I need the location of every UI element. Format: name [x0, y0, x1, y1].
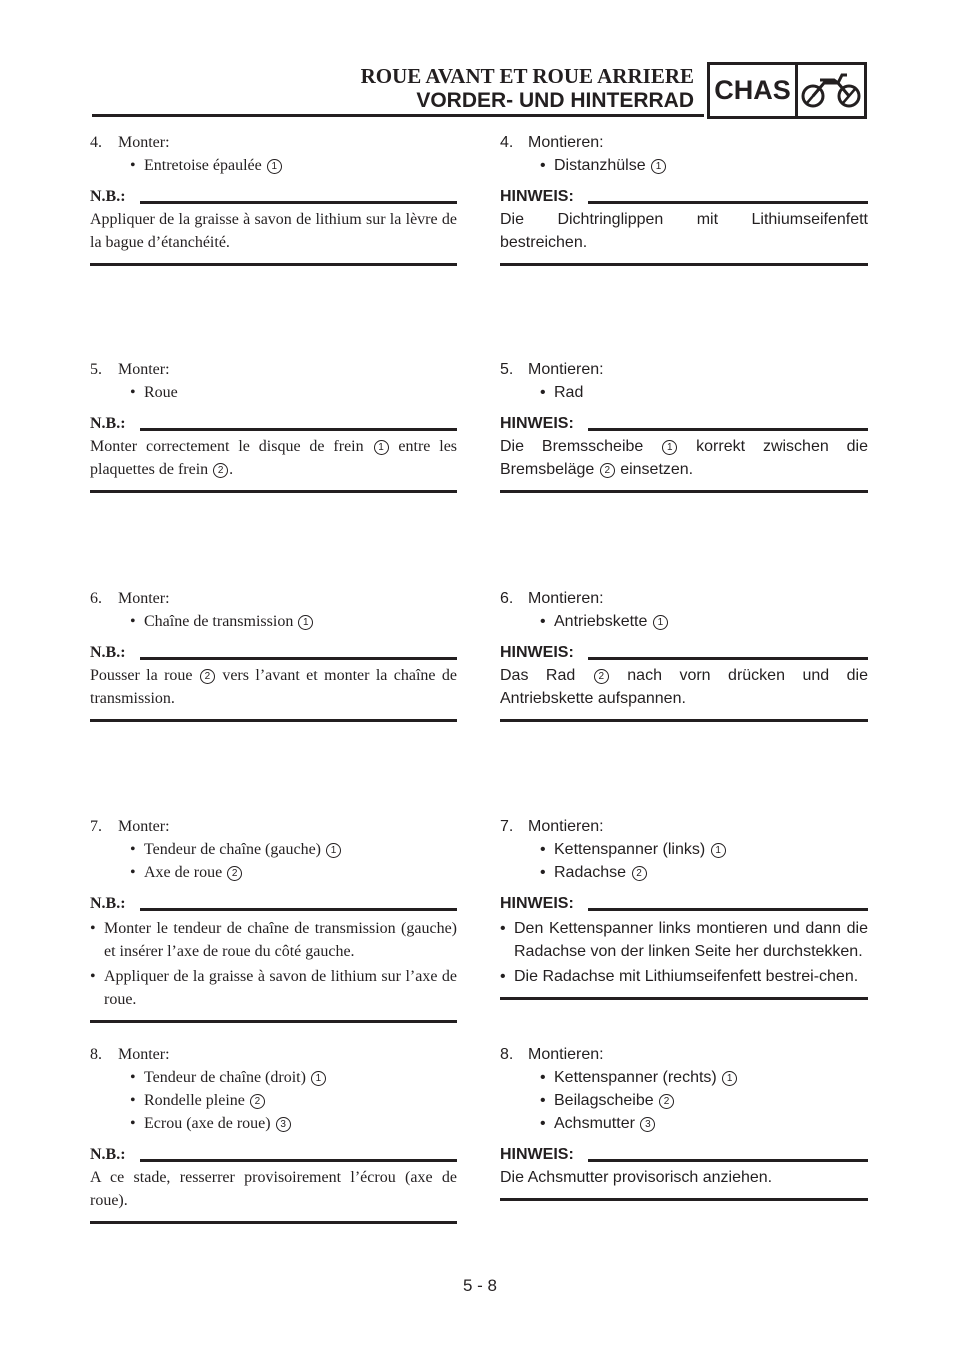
note-text: A ce stade, resserrer provisoirement l’écrou (axe de roue).	[90, 1169, 457, 1209]
part-name: Distanzhülse	[554, 157, 646, 174]
header-title-german: VORDER- UND HINTERRAD	[416, 89, 694, 112]
part-name: Roue	[144, 384, 178, 401]
step-number: 7.	[500, 818, 514, 835]
note-rule	[140, 657, 457, 660]
callout-number: 2	[250, 1094, 265, 1109]
callout-number: 1	[653, 615, 668, 630]
de-step-4	[500, 131, 868, 266]
part-name: Antriebskette	[554, 613, 648, 630]
note-end-rule	[500, 997, 868, 1000]
note-item: • Die Radachse mit Lithiumseifenfett bestrei-chen.	[500, 965, 868, 988]
step-action: Monter:	[118, 590, 170, 607]
step-action: Montieren:	[528, 134, 604, 151]
note-text: Appliquer de la graisse à savon de lithium sur la lèvre de la bague d’étanchéité.	[90, 211, 457, 251]
header-title-french: ROUE AVANT ET ROUE ARRIERE	[360, 64, 694, 88]
note-text: Pousser la roue 2 vers l’avant et monter la chaîne de transmission.	[90, 667, 458, 707]
part-name: Chaîne de transmission	[144, 613, 294, 630]
note-label: N.B.:	[90, 1146, 126, 1163]
note-end-rule	[90, 490, 457, 493]
note-label: HINWEIS:	[500, 188, 574, 205]
note-text: Monter correctement le disque de frein 1 entre les plaquettes de frein 2 .	[90, 438, 458, 478]
note-rule	[140, 1159, 457, 1162]
callout-number: 2	[213, 463, 228, 478]
part-name: Axe de roue	[144, 864, 223, 881]
note-item: • Appliquer de la graisse à savon de lithium sur l’axe de roue.	[90, 965, 457, 1011]
step-action: Monter:	[118, 361, 170, 378]
section-code: CHAS	[710, 65, 798, 116]
note-text: Die Bremsscheibe 1 korrekt zwischen die Bremsbeläge 2 einsetzen.	[500, 438, 869, 478]
callout-number: 1	[311, 1071, 326, 1086]
note-item: • Monter le tendeur de chaîne de transmission (gauche) et insérer l’axe de roue du côté gauche.	[90, 917, 457, 963]
step-action: Monter:	[118, 134, 170, 151]
part-name: Entretoise épaulée	[144, 157, 262, 174]
note-label: N.B.:	[90, 644, 126, 661]
fr-step-4	[90, 131, 457, 266]
note-label: N.B.:	[90, 895, 126, 912]
callout-number: 1	[374, 440, 389, 455]
note-label: HINWEIS:	[500, 895, 574, 912]
step-number: 5.	[500, 361, 514, 378]
step-number: 7.	[90, 818, 102, 835]
callout-number: 1	[326, 843, 341, 858]
note-end-rule	[90, 263, 457, 266]
step-number: 4.	[90, 134, 102, 151]
note-rule	[140, 908, 457, 911]
de-step-5	[500, 358, 868, 493]
part-name: Rad	[554, 384, 584, 401]
note-end-rule	[500, 490, 868, 493]
step-number: 6.	[90, 590, 102, 607]
note-end-rule	[90, 1020, 457, 1023]
note-end-rule	[90, 719, 457, 722]
note-label: N.B.:	[90, 415, 126, 432]
note-item: • Den Kettenspanner links montieren und dann die Radachse von der linken Seite her durchstekken.	[500, 917, 868, 963]
note-label: HINWEIS:	[500, 644, 574, 661]
note-rule	[140, 428, 457, 431]
part-name: Ecrou (axe de roue)	[144, 1115, 271, 1132]
callout-number: 1	[267, 159, 282, 174]
part-name: Beilagscheibe	[554, 1092, 654, 1109]
de-step-6	[500, 587, 868, 722]
motorcycle-icon	[798, 65, 864, 116]
part-name: Achsmutter	[554, 1115, 635, 1132]
callout-number: 2	[227, 866, 242, 881]
callout-number: 3	[640, 1117, 655, 1132]
step-action: Montieren:	[528, 818, 604, 835]
part-name: Kettenspanner (rechts)	[554, 1069, 717, 1086]
callout-number: 2	[600, 463, 615, 478]
part-name: Tendeur de chaîne (gauche)	[144, 841, 321, 858]
fr-step-7	[90, 815, 457, 1023]
de-step-8	[500, 1043, 868, 1201]
step-number: 5.	[90, 361, 102, 378]
note-text: Das Rad 2 nach vorn drücken und die Antriebskette aufspannen.	[500, 667, 868, 707]
part-name: Tendeur de chaîne (droit)	[144, 1069, 306, 1086]
callout-number: 2	[594, 669, 609, 684]
fr-step-6	[90, 587, 457, 722]
callout-number: 3	[276, 1117, 291, 1132]
note-end-rule	[500, 719, 868, 722]
callout-number: 1	[722, 1071, 737, 1086]
part-name: Kettenspanner (links)	[554, 841, 706, 858]
step-action: Montieren:	[528, 1046, 604, 1063]
section-badge	[707, 62, 867, 119]
step-action: Monter:	[118, 818, 170, 835]
fr-step-8	[90, 1043, 457, 1224]
step-action: Montieren:	[528, 590, 604, 607]
step-action: Monter:	[118, 1046, 170, 1063]
de-step-7	[500, 815, 868, 1000]
step-number: 6.	[500, 590, 514, 607]
callout-number: 1	[711, 843, 726, 858]
fr-step-5	[90, 358, 457, 493]
callout-number: 2	[200, 669, 215, 684]
callout-number: 1	[651, 159, 666, 174]
header-rule	[92, 114, 704, 117]
callout-number: 2	[632, 866, 647, 881]
note-rule	[588, 908, 868, 911]
note-label: HINWEIS:	[500, 1146, 574, 1163]
note-rule	[140, 201, 457, 204]
step-action: Montieren:	[528, 361, 604, 378]
step-number: 4.	[500, 134, 514, 151]
step-number: 8.	[500, 1046, 514, 1063]
part-name: Rondelle pleine	[144, 1092, 245, 1109]
callout-number: 1	[662, 440, 677, 455]
part-name: Radachse	[554, 864, 627, 881]
step-number: 8.	[90, 1046, 102, 1063]
page-number: 5 - 8	[462, 1276, 498, 1295]
note-rule	[588, 201, 868, 204]
note-label: HINWEIS:	[500, 415, 574, 432]
note-text: Die Dichtringlippen mit Lithiumseifenfett bestreichen.	[500, 211, 868, 251]
callout-number: 2	[659, 1094, 674, 1109]
note-end-rule	[500, 1198, 868, 1201]
note-rule	[588, 428, 868, 431]
note-end-rule	[500, 263, 868, 266]
note-rule	[588, 1159, 868, 1162]
note-text: Die Achsmutter provisorisch anziehen.	[500, 1169, 773, 1186]
note-end-rule	[90, 1221, 457, 1224]
note-label: N.B.:	[90, 188, 126, 205]
callout-number: 1	[298, 615, 313, 630]
note-rule	[588, 657, 868, 660]
